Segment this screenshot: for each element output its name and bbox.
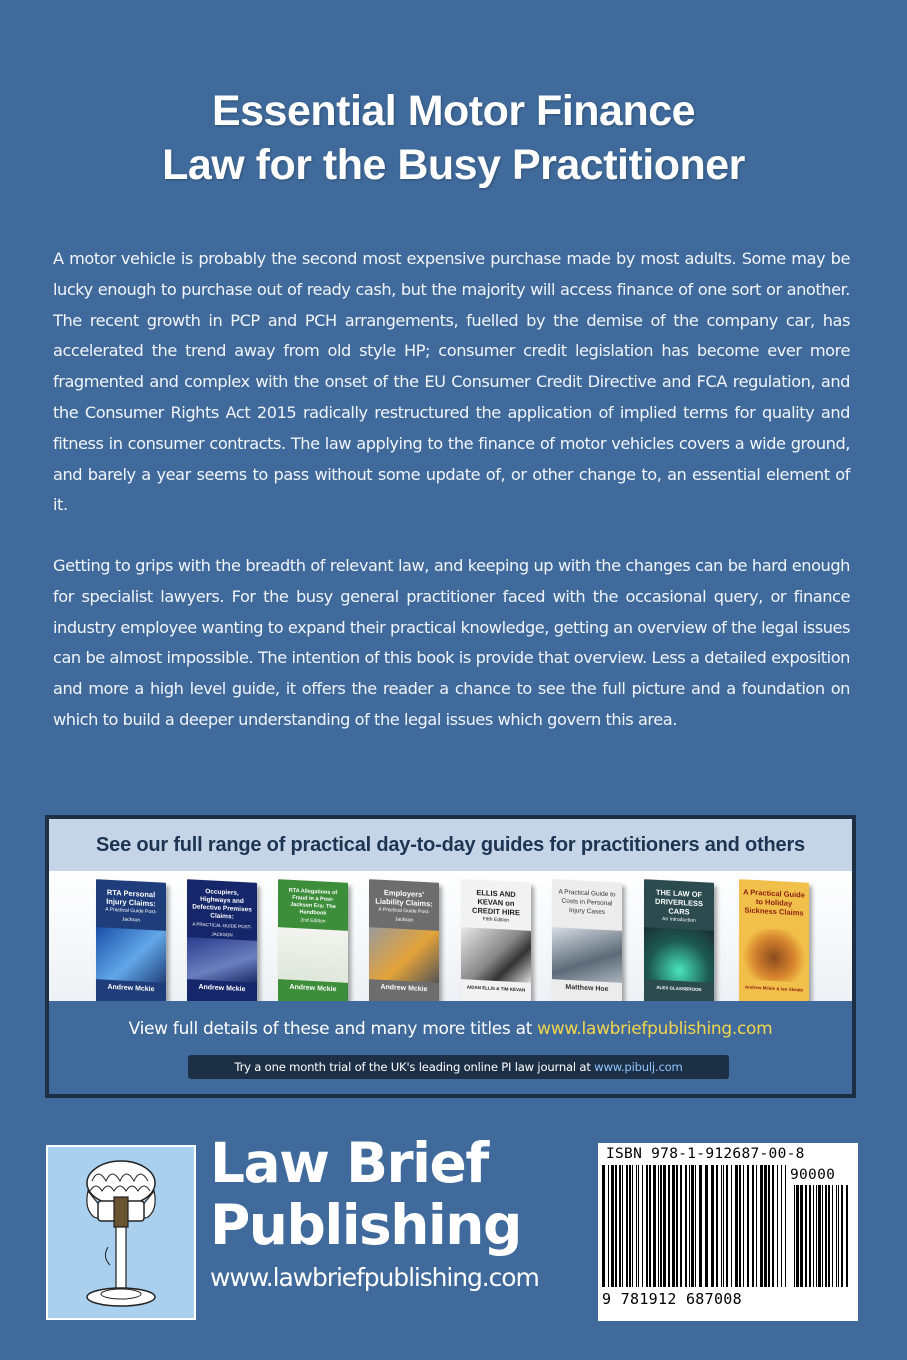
view-titles-text: View full details of these and many more titles at www.lawbriefpublishing.com <box>128 1019 773 1039</box>
pibulj-link[interactable]: www.pibulj.com <box>594 1060 683 1074</box>
book-cover: RTA Allegations of Fraud in a Post-Jackson Era: The Handbook 2nd Edition Andrew Mckie <box>278 879 348 1013</box>
book-cover: ELLIS AND KEVAN on CREDIT HIRE Fifth Edition AIDAN ELLIS & TIM KEVAN <box>461 879 531 1013</box>
book-title-line-2: Law for the Busy Practitioner <box>162 141 745 189</box>
promo-heading: See our full range of practical day-to-day guides for practitioners and others <box>49 819 852 871</box>
publisher-name-line-2: Publishing <box>210 1193 521 1257</box>
trial-banner: Try a one month trial of the UK's leading online PI law journal at www.pibulj.com <box>188 1055 729 1079</box>
barcode-digits: 9 781912 687008 <box>602 1290 742 1308</box>
blurb-paragraph-1: A motor vehicle is probably the second most expensive purchase made by most adults. Some may be lucky enough to purchase out of ready cash, but the majority will access finance of one sort or another. The recent growth in PCP and PCH arrangements, fuelled by the demise of the company car, has accelerated the trend away from old style HP; consumer credit legislation has become ever more fragmented and complex with the onset of the EU Consumer Credit Directive and FCA regulation, and the Consumer Rights Act 2015 radically restructured the application of implied terms for quality and fitness in consumer contracts. The law applying to the finance of motor vehicles covers a wide ground, and barely a year seems to pass without some update of, or other change to, an essential element of it. <box>53 249 850 515</box>
book-cover: A Practical Guide to Holiday Sickness Claims Andrew Mckie & Ian Skeate <box>739 879 809 1013</box>
publisher-url[interactable]: www.lawbriefpublishing.com <box>210 1263 539 1292</box>
barcode-bars <box>602 1165 786 1287</box>
blurb-paragraph-2: Getting to grips with the breadth of relevant law, and keeping up with the changes can be hard enough for specialist lawyers. For the busy general practitioner faced with the occasional query, or finance industry employee wanting to expand their practical knowledge, getting an overview of the legal issues can be almost impossible. The intention of this book is provide that overview. Less a detailed exposition and more a high level guide, it offers the reader a chance to see the full picture and a foundation on which to build a deeper understanding of the legal issues which govern this area. <box>53 556 850 729</box>
book-cover: Occupiers, Highways and Defective Premises Claims: A PRACTICAL GUIDE POST-JACKSON Andrew Mckie <box>187 879 257 1013</box>
promo-panel <box>45 815 856 1098</box>
isbn-label: ISBN 978-1-912687-00-8 <box>606 1146 805 1162</box>
price-barcode-bars <box>794 1185 852 1287</box>
book-cover: Employers' Liability Claims: A Practical Guide Post-Jackson Andrew Mckie <box>369 879 439 1013</box>
price-code: 90000 <box>790 1167 836 1183</box>
publisher-link[interactable]: www.lawbriefpublishing.com <box>537 1019 773 1039</box>
publisher-name <box>210 1132 521 1256</box>
book-title-line-1: Essential Motor Finance <box>211 87 696 135</box>
book-cover: THE LAW OF DRIVERLESS CARS An Introduction ALEX GLASSBROOK <box>644 879 714 1013</box>
publisher-name-line-1: Law Brief <box>210 1131 488 1195</box>
wigged-gavel-logo-icon <box>46 1145 196 1320</box>
isbn-barcode <box>598 1143 858 1321</box>
book-shelf <box>49 871 852 1001</box>
promo-footer <box>49 1001 852 1094</box>
book-cover: RTA Personal Injury Claims: A Practical Guide Post-Jackson Andrew Mckie <box>96 879 166 1013</box>
book-title <box>0 84 907 192</box>
book-cover: A Practical Guide to Costs in Personal Injury Cases Matthew Hoe <box>552 879 622 1013</box>
